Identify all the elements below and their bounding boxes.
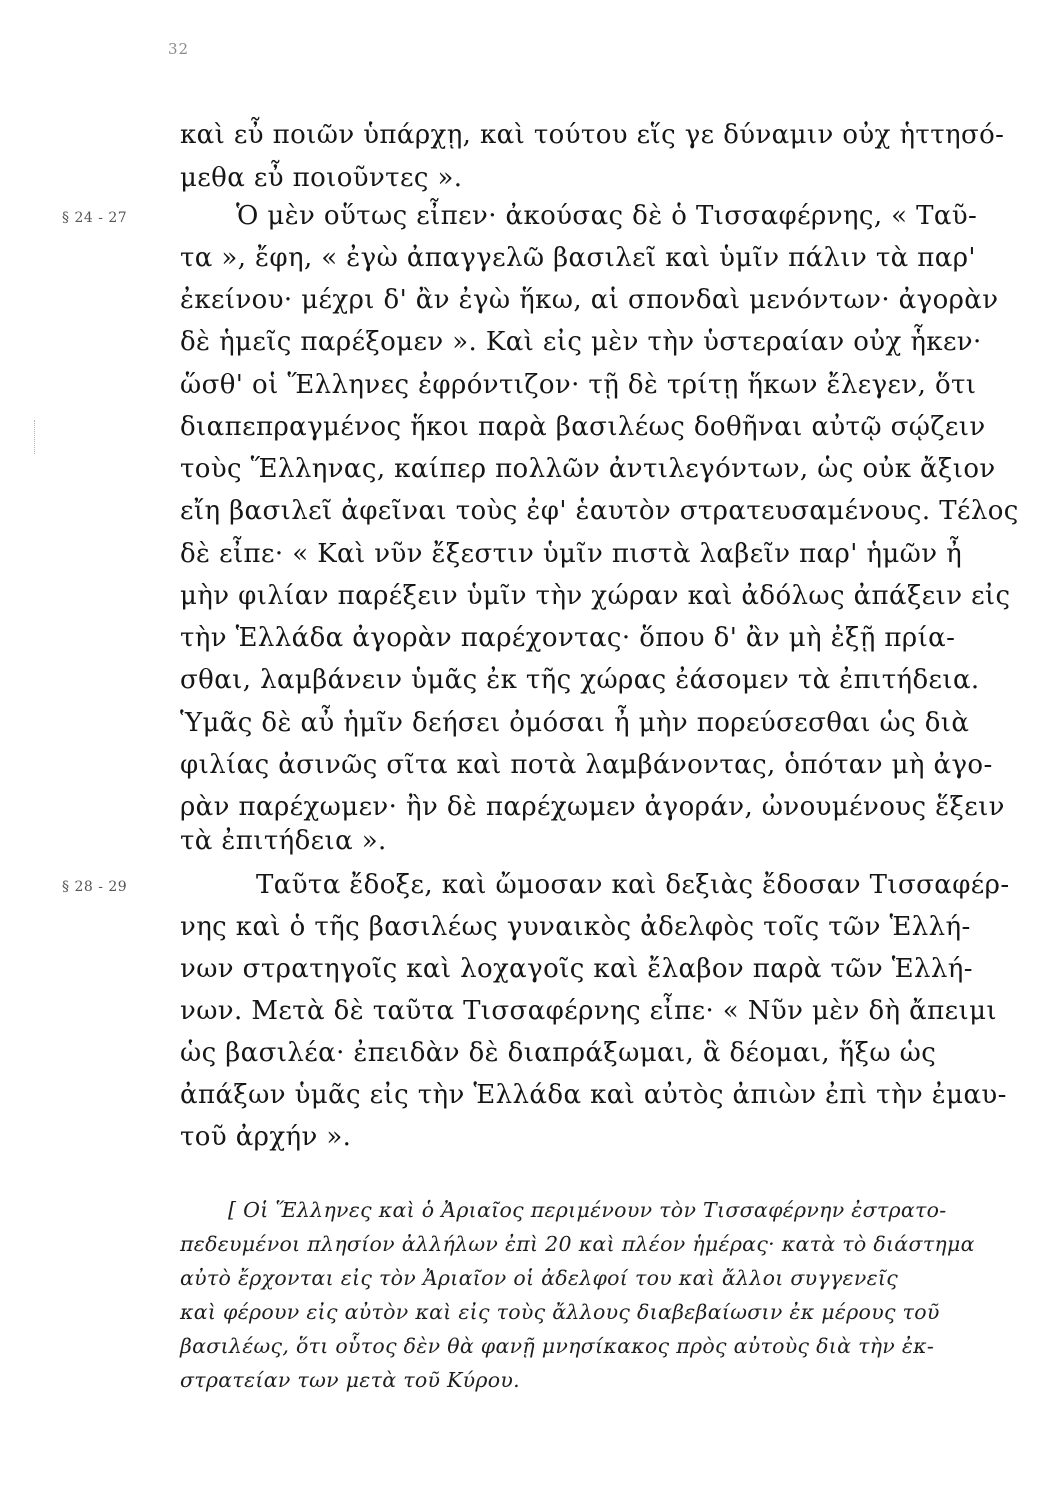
text-line: μεθα εὖ ποιοῦντες ». [180,163,463,193]
text-line: σθαι, λαμβάνειν ὑμᾶς ἐκ τῆς χώρας ἐάσομεν τὰ ἐπιτήδεια. [180,665,980,695]
text-line: δὲ ἡμεῖς παρέξομεν ». Καὶ εἰς μὲν τὴν ὑστεραίαν οὐχ ἧκεν· [180,327,982,357]
text-line: ἐκείνου· μέχρι δ' ἂν ἐγὼ ἥκω, αἱ σπονδαὶ μενόντων· ἀγορὰν [180,285,999,315]
note-line: πεδευμένοι πλησίον ἀλλήλων ἐπὶ 20 καὶ πλέον ἡμέρας· κατὰ τὸ διάστημα [180,1232,975,1256]
margin-mark [34,420,37,454]
note-line: βασιλέως, ὅτι οὗτος δὲν θὰ φανῇ μνησίκακος πρὸς αὐτοὺς διὰ τὴν ἐκ- [180,1334,935,1358]
text-line: νων. Μετὰ δὲ ταῦτα Τισσαφέρνης εἶπε· « Νῦν μὲν δὴ ἄπειμι [180,996,997,1026]
text-line: δὲ εἶπε· « Καὶ νῦν ἔξεστιν ὑμῖν πιστὰ λαβεῖν παρ' ἡμῶν ἦ [180,539,963,569]
text-line: τοῦ ἀρχήν ». [180,1122,352,1152]
text-line: μὴν φιλίαν παρέξειν ὑμῖν τὴν χώραν καὶ ἀδόλως ἀπάξειν εἰς [180,581,1011,611]
text-line: Ταῦτα ἔδοξε, καὶ ὤμοσαν καὶ δεξιὰς ἔδοσαν Τισσαφέρ- [256,870,1010,900]
note-line: στρατείαν των μετὰ τοῦ Κύρου. [180,1368,521,1392]
text-line: τὰ ἐπιτήδεια ». [180,826,387,856]
text-line: εἴη βασιλεῖ ἀφεῖναι τοὺς ἐφ' ἑαυτὸν στρατευσαμένους. Τέλος [180,496,1019,526]
text-line: τὴν Ἑλλάδα ἀγορὰν παρέχοντας· ὅπου δ' ἂν μὴ ἐξῇ πρία- [180,623,956,653]
text-line: νων στρατηγοῖς καὶ λοχαγοῖς καὶ ἔλαβον παρὰ τῶν Ἑλλή- [180,954,973,984]
text-line: διαπεπραγμένος ἥκοι παρὰ βασιλέως δοθῆναι αὐτῷ σῴζειν [180,412,986,442]
note-line: [ Οἱ Ἕλληνες καὶ ὁ Ἀριαῖος περιμένουν τὸν Τισσαφέρνην ἐστρατο- [228,1198,947,1222]
text-line: ὥσθ' οἱ Ἕλληνες ἐφρόντιζον· τῇ δὲ τρίτῃ ἥκων ἔλεγεν, ὅτι [180,370,977,400]
text-line: ἀπάξων ὑμᾶς εἰς τὴν Ἑλλάδα καὶ αὐτὸς ἀπιὼν ἐπὶ τὴν ἐμαυ- [180,1080,1007,1110]
note-line: καὶ φέρουν εἰς αὐτὸν καὶ εἰς τοὺς ἄλλους διαβεβαίωσιν ἐκ μέρους τοῦ [180,1300,940,1324]
note-line: αὐτὸ ἔρχονται εἰς τὸν Ἀριαῖον οἱ ἀδελφοί του καὶ ἄλλοι συγγενεῖς [180,1266,899,1290]
text-line: ρὰν παρέχωμεν· ἢν δὲ παρέχωμεν ἀγοράν, ὠνουμένους ἕξειν [180,792,1005,822]
text-line: καὶ εὖ ποιῶν ὑπάρχῃ, καὶ τούτου εἵς γε δύναμιν οὐχ ἡττησό- [180,120,1005,150]
text-line: τοὺς Ἕλληνας, καίπερ πολλῶν ἀντιλεγόντων, ὡς οὐκ ἄξιον [180,454,996,484]
section-marker-24-27: § 24 - 27 [62,210,128,226]
text-line: ὡς βασιλέα· ἐπειδὰν δὲ διαπράξωμαι, ἃ δέομαι, ἥξω ὡς [180,1038,937,1068]
text-line: Ὑμᾶς δὲ αὖ ἡμῖν δεήσει ὀμόσαι ἦ μὴν πορεύσεσθαι ὡς διὰ [180,708,970,738]
text-line: φιλίας ἀσινῶς σῖτα καὶ ποτὰ λαμβάνοντας, ὁπόταν μὴ ἀγο- [180,750,993,780]
section-marker-28-29: § 28 - 29 [62,879,128,895]
page-number: 32 [168,40,190,58]
text-line: νης καὶ ὁ τῆς βασιλέως γυναικὸς ἀδελφὸς τοῖς τῶν Ἑλλή- [180,912,971,942]
text-line: Ὁ μὲν οὕτως εἶπεν· ἀκούσας δὲ ὁ Τισσαφέρνης, « Ταῦ- [236,201,978,231]
text-line: τα », ἔφη, « ἐγὼ ἀπαγγελῶ βασιλεῖ καὶ ὑμῖν πάλιν τὰ παρ' [180,243,976,273]
